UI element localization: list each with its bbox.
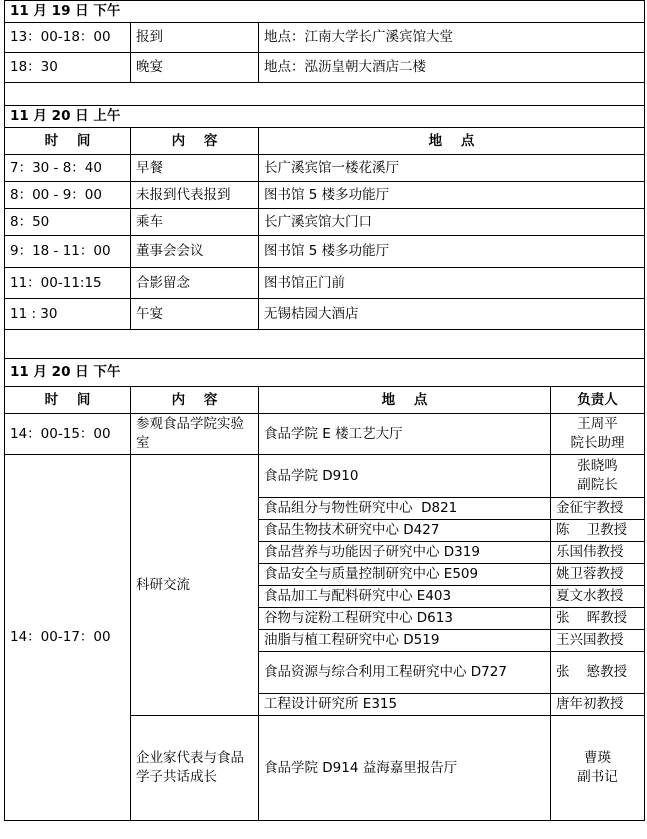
content-cell: 乘车 <box>131 209 259 236</box>
time-cell: 18：30 <box>5 53 131 83</box>
place-cell: 食品学院 D910 <box>259 455 551 498</box>
content-cell: 董事会会议 <box>131 236 259 268</box>
person-cell: 夏文水教授 <box>551 586 645 608</box>
table-row <box>5 182 645 209</box>
place-cell: 工程设计研究所 E315 <box>259 694 551 716</box>
header-row <box>5 387 645 414</box>
header-person: 负责人 <box>551 387 645 414</box>
person-cell: 曹瑛 副书记 <box>551 716 645 821</box>
place-cell: 食品学院 D914 益海嘉里报告厅 <box>259 716 551 821</box>
content-cell: 报到 <box>131 23 259 53</box>
person-cell: 张 慜教授 <box>551 652 645 694</box>
content-cell: 参观食品学院实验室 <box>131 414 259 455</box>
table-row <box>5 53 645 83</box>
header-content: 内 容 <box>131 387 259 414</box>
person-cell: 王兴国教授 <box>551 630 645 652</box>
content-cell: 晚宴 <box>131 53 259 83</box>
header-time: 时 间 <box>5 387 131 414</box>
day2-am-title: 11 月 20 日 上午 <box>5 106 645 128</box>
content-cell: 合影留念 <box>131 268 259 299</box>
place-cell: 食品安全与质量控制研究中心 E509 <box>259 564 551 586</box>
day1-title: 11 月 19 日 下午 <box>5 1 645 23</box>
content-cell: 早餐 <box>131 155 259 182</box>
place-cell: 油脂与植工程研究中心 D519 <box>259 630 551 652</box>
person-cell: 乐国伟教授 <box>551 542 645 564</box>
place-cell: 长广溪宾馆一楼花溪厅 <box>259 155 645 182</box>
place-cell: 地点：泓沥皇朝大酒店二楼 <box>259 53 645 83</box>
place-cell: 食品加工与配料研究中心 E403 <box>259 586 551 608</box>
header-row <box>5 128 645 155</box>
place-cell: 谷物与淀粉工程研究中心 D613 <box>259 608 551 630</box>
table-row <box>5 236 645 268</box>
research-content-cell: 科研交流 <box>131 455 259 716</box>
person-cell: 金征宇教授 <box>551 498 645 520</box>
table-row <box>5 414 645 455</box>
place-cell: 图书馆 5 楼多功能厅 <box>259 236 645 268</box>
time-cell: 14：00-15：00 <box>5 414 131 455</box>
place-cell: 长广溪宾馆大门口 <box>259 209 645 236</box>
place-cell: 食品组分与物性研究中心 D821 <box>259 498 551 520</box>
person-cell: 陈 卫教授 <box>551 520 645 542</box>
place-cell: 图书馆正门前 <box>259 268 645 299</box>
person-cell: 王周平 院长助理 <box>551 414 645 455</box>
schedule-table <box>4 0 645 821</box>
content-cell: 未报到代表报到 <box>131 182 259 209</box>
person-cell: 张 晖教授 <box>551 608 645 630</box>
header-place: 地 点 <box>259 387 551 414</box>
time-cell: 7：30 - 8：40 <box>5 155 131 182</box>
spacer-row <box>5 330 645 359</box>
place-cell: 食品营养与功能因子研究中心 D319 <box>259 542 551 564</box>
table-row <box>5 23 645 53</box>
spacer-row <box>5 83 645 106</box>
table-row <box>5 209 645 236</box>
place-cell: 图书馆 5 楼多功能厅 <box>259 182 645 209</box>
table-row <box>5 299 645 330</box>
place-cell: 食品资源与综合利用工程研究中心 D727 <box>259 652 551 694</box>
place-cell: 食品生物技术研究中心 D427 <box>259 520 551 542</box>
header-content: 内 容 <box>131 128 259 155</box>
time-cell: 8：00 - 9：00 <box>5 182 131 209</box>
place-cell: 地点：江南大学长广溪宾馆大堂 <box>259 23 645 53</box>
place-cell: 食品学院 E 楼工艺大厅 <box>259 414 551 455</box>
header-place: 地 点 <box>259 128 645 155</box>
person-cell: 唐年初教授 <box>551 694 645 716</box>
table-row <box>5 155 645 182</box>
time-cell: 9：18 - 11：00 <box>5 236 131 268</box>
time-cell: 11 : 30 <box>5 299 131 330</box>
time-cell: 8：50 <box>5 209 131 236</box>
time-cell: 13：00-18：00 <box>5 23 131 53</box>
header-time: 时 间 <box>5 128 131 155</box>
research-time-cell: 14：00-17：00 <box>5 455 131 821</box>
person-cell: 张晓鸣 副院长 <box>551 455 645 498</box>
table-row <box>5 455 645 498</box>
day2-pm-title: 11 月 20 日 下午 <box>5 359 645 387</box>
place-cell: 无锡桔园大酒店 <box>259 299 645 330</box>
time-cell: 11：00-11:15 <box>5 268 131 299</box>
content-cell: 企业家代表与食品学子共话成长 <box>131 716 259 821</box>
content-cell: 午宴 <box>131 299 259 330</box>
table-row <box>5 268 645 299</box>
person-cell: 姚卫蓉教授 <box>551 564 645 586</box>
